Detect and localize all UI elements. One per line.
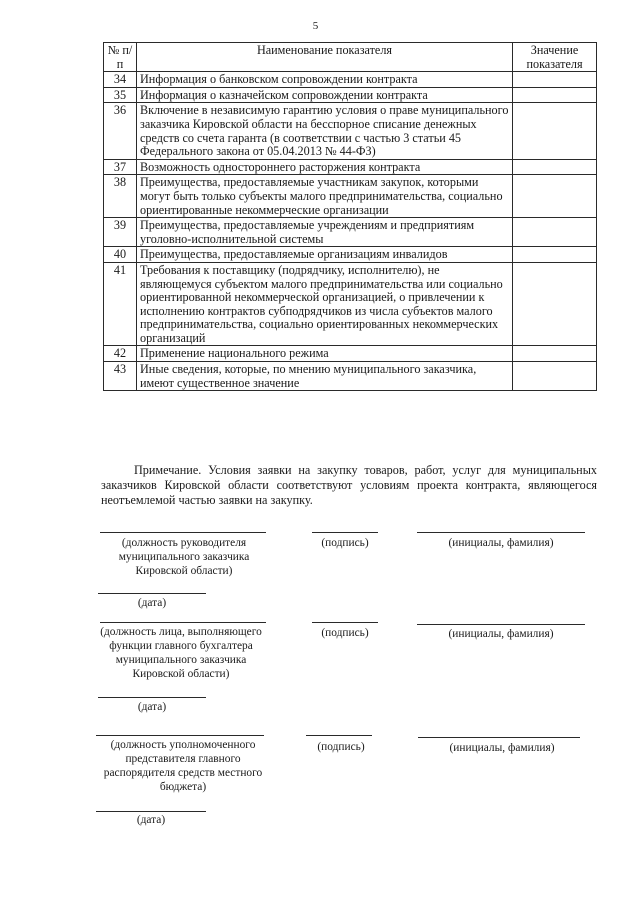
row-number: 36: [104, 103, 137, 159]
table-header-row: [104, 43, 597, 72]
row-indicator: Иные сведения, которые, по мнению муниципального заказчика, имеют существенное значение: [137, 362, 513, 391]
note-paragraph: Примечание. Условия заявки на закупку товаров, работ, услуг для муниципальных заказчиков Кировской области соответствуют условиям проекта контракта, являющегося неотъемлемой частью заявки на закупку.: [101, 463, 597, 507]
row-number: 40: [104, 247, 137, 263]
row-value: [513, 218, 597, 247]
table-row: [104, 247, 597, 263]
name-line: [418, 737, 580, 738]
row-value: [513, 362, 597, 391]
name-caption: (инициалы, фамилия): [449, 742, 555, 754]
row-value: [513, 159, 597, 175]
row-number: 34: [104, 72, 137, 88]
signature-caption: (подпись): [317, 741, 365, 753]
date-line: [98, 593, 206, 594]
position-caption: (должность уполномоченного представителя главного распорядителя средств местного бюджета): [103, 739, 263, 793]
row-value: [513, 87, 597, 103]
row-value: [513, 247, 597, 263]
position-caption: (должность руководителя муниципального заказчика Кировской области): [118, 537, 250, 577]
name-line: [417, 532, 585, 533]
position-line: [96, 735, 264, 736]
date-caption: (дата): [137, 701, 167, 713]
header-indicator-value: Значение показателя: [513, 43, 597, 72]
row-number: 39: [104, 218, 137, 247]
signature-caption: (подпись): [321, 627, 369, 639]
row-number: 35: [104, 87, 137, 103]
signature-line: [312, 622, 378, 623]
table-row: [104, 87, 597, 103]
name-caption: (инициалы, фамилия): [448, 628, 554, 640]
row-value: [513, 262, 597, 346]
date-caption: (дата): [137, 597, 167, 609]
row-indicator: Информация о казначейском сопровождении контракта: [137, 87, 513, 103]
row-value: [513, 72, 597, 88]
row-number: 43: [104, 362, 137, 391]
row-value: [513, 103, 597, 159]
page-number: 5: [312, 20, 319, 32]
row-number: 38: [104, 175, 137, 218]
table-row: [104, 218, 597, 247]
table-row: [104, 72, 597, 88]
indicators-table: [103, 42, 597, 391]
date-line: [96, 811, 206, 812]
table-row: [104, 346, 597, 362]
header-number: № п/п: [104, 43, 137, 72]
signature-line: [306, 735, 372, 736]
signature-line: [312, 532, 378, 533]
row-value: [513, 346, 597, 362]
header-indicator-name: Наименование показателя: [137, 43, 513, 72]
position-line: [100, 622, 266, 623]
date-caption: (дата): [136, 814, 166, 826]
name-line: [417, 624, 585, 625]
table-row: [104, 262, 597, 346]
position-caption: (должность лица, выполняющего функции главного бухгалтера муниципального заказчика Кировской области): [100, 626, 262, 680]
table-row: [104, 103, 597, 159]
row-indicator: Преимущества, предоставляемые учреждениям и предприятиям уголовно-исполнительной системы: [137, 218, 513, 247]
name-caption: (инициалы, фамилия): [448, 537, 554, 549]
row-indicator: Требования к поставщику (подрядчику, исполнителю), не являющемуся субъектом малого предпринимательства или социально ориентированной некоммерческой организацией, о привлечении к исполнению контрактов субподрядчиков из числа субъектов малого предпринимательства, социально ориентированных некоммерческих организаций: [137, 262, 513, 346]
position-line: [100, 532, 266, 533]
signature-caption: (подпись): [321, 537, 369, 549]
row-value: [513, 175, 597, 218]
row-indicator: Возможность одностороннего расторжения контракта: [137, 159, 513, 175]
row-indicator: Применение национального режима: [137, 346, 513, 362]
table-row: [104, 175, 597, 218]
row-number: 42: [104, 346, 137, 362]
row-indicator: Преимущества, предоставляемые участникам закупок, которыми могут быть только субъекты малого предпринимательства, социально ориентированные некоммерческие организации: [137, 175, 513, 218]
row-number: 37: [104, 159, 137, 175]
table-row: [104, 362, 597, 391]
date-line: [98, 697, 206, 698]
row-indicator: Включение в независимую гарантию условия о праве муниципального заказчика Кировской области на бесспорное списание денежных средств со счета гаранта (в соответствии с частью 3 статьи 45 Федерального закона от 05.04.2013 № 44-ФЗ): [137, 103, 513, 159]
row-number: 41: [104, 262, 137, 346]
row-indicator: Преимущества, предоставляемые организациям инвалидов: [137, 247, 513, 263]
table-row: [104, 159, 597, 175]
row-indicator: Информация о банковском сопровождении контракта: [137, 72, 513, 88]
